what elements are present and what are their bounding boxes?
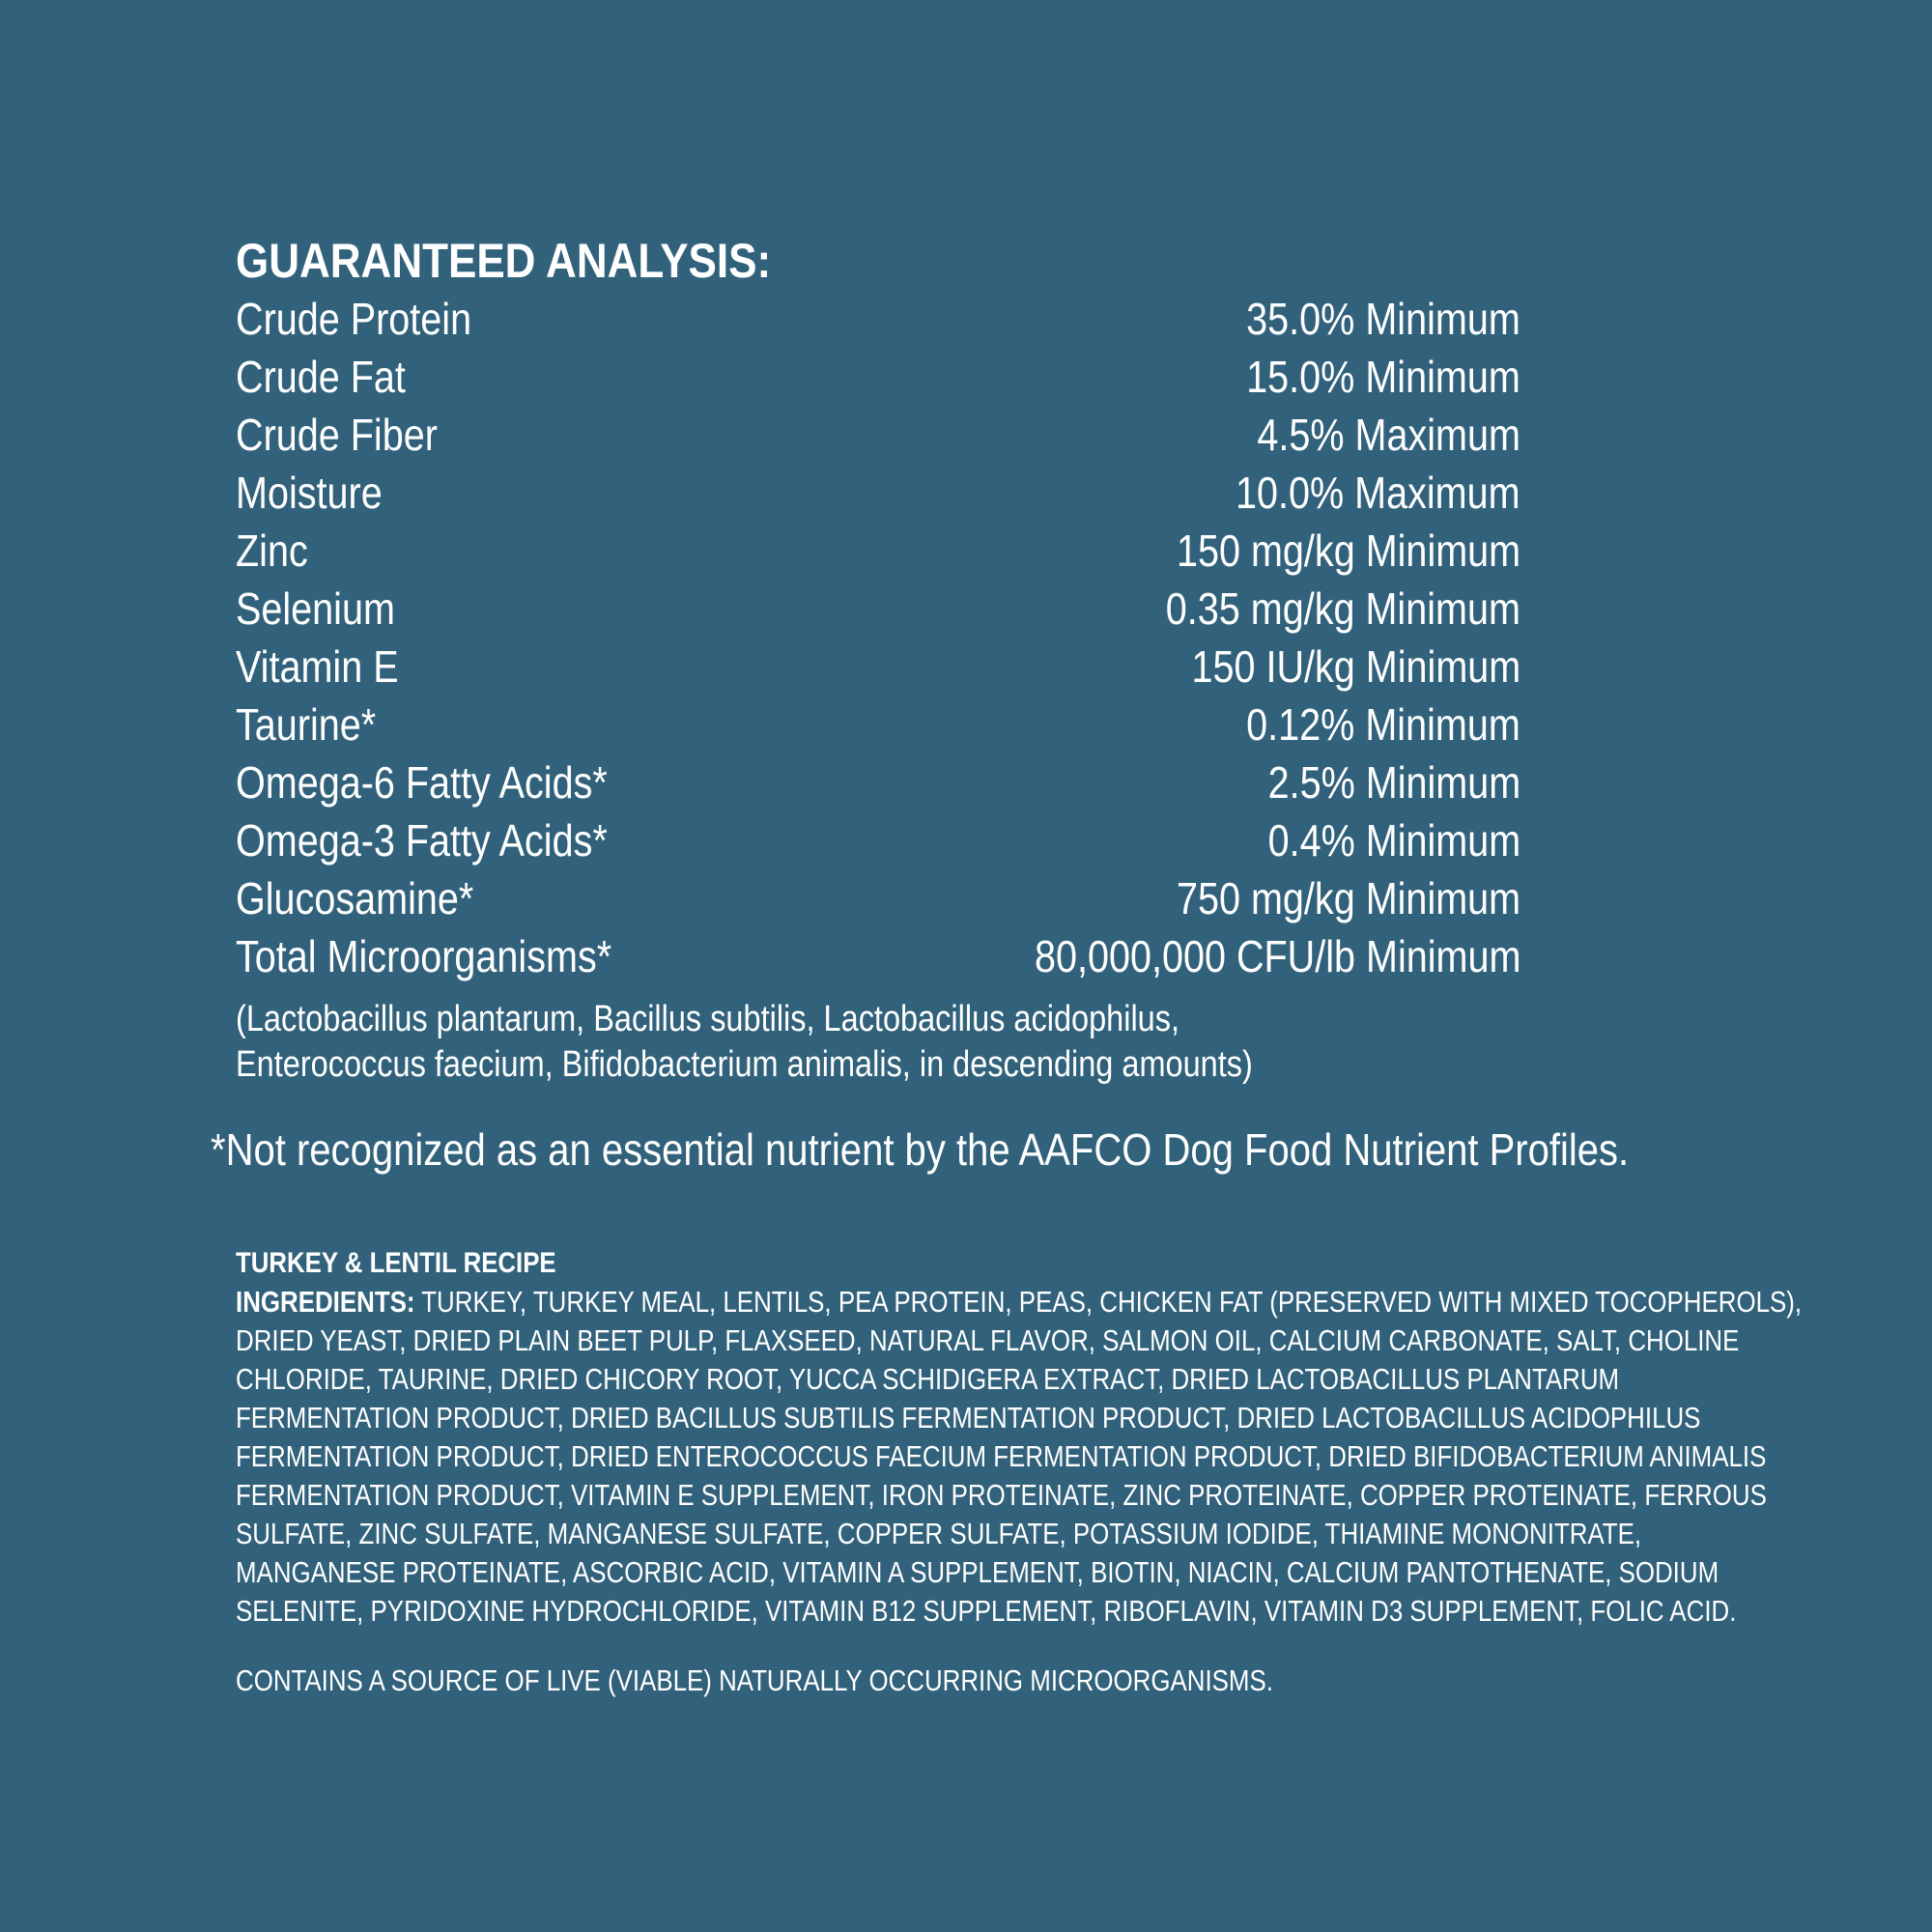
nutrient-amount: 0.4% Minimum: [1267, 815, 1520, 866]
ingredients-line: SELENITE, PYRIDOXINE HYDROCHLORIDE, VITAMIN B12 SUPPLEMENT, RIBOFLAVIN, VITAMIN D3 SUPPLEMENT, FOLIC ACID.: [236, 1594, 1737, 1628]
analysis-row: [236, 406, 1520, 464]
nutrient-name: Omega-3 Fatty Acids*: [236, 815, 608, 866]
nutrient-name: Moisture: [236, 468, 383, 518]
ingredients-text: TURKEY, TURKEY MEAL, LENTILS, PEA PROTEIN, PEAS, CHICKEN FAT (PRESERVED WITH MIXED TOCOPHEROLS),: [414, 1285, 1803, 1319]
analysis-row: [236, 464, 1520, 522]
analysis-row: [236, 869, 1520, 927]
ingredients-line: MANGANESE PROTEINATE, ASCORBIC ACID, VITAMIN A SUPPLEMENT, BIOTIN, NIACIN, CALCIUM PANTOTHENATE, SODIUM: [236, 1555, 1719, 1589]
nutrient-amount: 15.0% Minimum: [1246, 352, 1520, 402]
ingredients-line: DRIED YEAST, DRIED PLAIN BEET PULP, FLAXSEED, NATURAL FLAVOR, SALMON OIL, CALCIUM CARBONATE, SALT, CHOLINE: [236, 1323, 1740, 1357]
nutrient-name: Zinc: [236, 526, 308, 576]
microorganisms-note: [236, 997, 1334, 1088]
analysis-row: [236, 290, 1520, 348]
recipe-section: [236, 1244, 1803, 1631]
nutrient-amount: 35.0% Minimum: [1246, 294, 1520, 344]
analysis-row: [236, 638, 1520, 696]
ingredients-line: FERMENTATION PRODUCT, VITAMIN E SUPPLEMENT, IRON PROTEINATE, ZINC PROTEINATE, COPPER PROTEINATE, FERROUS: [236, 1478, 1767, 1512]
nutrient-amount: 10.0% Maximum: [1236, 468, 1520, 518]
analysis-row: [236, 927, 1520, 985]
nutrient-amount: 80,000,000 CFU/lb Minimum: [1034, 931, 1520, 981]
analysis-row: [236, 811, 1520, 869]
analysis-title: GUARANTEED ANALYSIS:: [236, 234, 772, 288]
nutrient-name: Vitamin E: [236, 641, 399, 692]
nutrient-name: Selenium: [236, 583, 395, 634]
ingredients-label: INGREDIENTS:: [236, 1285, 415, 1319]
nutrient-name: Taurine*: [236, 699, 377, 750]
nutrient-amount: 150 mg/kg Minimum: [1176, 526, 1520, 576]
guaranteed-analysis-section: [236, 230, 1520, 1088]
ingredients-line: CHLORIDE, TAURINE, DRIED CHICORY ROOT, YUCCA SCHIDIGERA EXTRACT, DRIED LACTOBACILLUS PLANTARUM: [236, 1362, 1620, 1396]
ingredients-list: [236, 1283, 1921, 1631]
analysis-row: [236, 522, 1520, 580]
ingredients-line: [236, 1283, 1921, 1321]
ingredients-line: FERMENTATION PRODUCT, DRIED BACILLUS SUBTILIS FERMENTATION PRODUCT, DRIED LACTOBACILLUS ACIDOPHILUS: [236, 1401, 1701, 1435]
nutrient-name: Crude Fiber: [236, 410, 438, 460]
analysis-row: [236, 696, 1520, 753]
nutrient-name: Crude Protein: [236, 294, 472, 344]
nutrient-amount: 0.12% Minimum: [1246, 699, 1520, 750]
analysis-row: [236, 753, 1520, 811]
nutrient-name: Omega-6 Fatty Acids*: [236, 757, 608, 808]
analysis-row: [236, 348, 1520, 406]
analysis-table: [236, 290, 1520, 985]
nutrient-amount: 750 mg/kg Minimum: [1176, 873, 1520, 923]
microorganisms-note-line: (Lactobacillus plantarum, Bacillus subtilis, Lactobacillus acidophilus,: [236, 999, 1180, 1039]
nutrient-amount: 150 IU/kg Minimum: [1191, 641, 1520, 692]
probiotic-statement: CONTAINS A SOURCE OF LIVE (VIABLE) NATURALLY OCCURRING MICROORGANISMS.: [236, 1663, 1273, 1697]
nutrient-amount: 0.35 mg/kg Minimum: [1165, 583, 1520, 634]
nutrient-amount: 2.5% Minimum: [1267, 757, 1520, 808]
analysis-row: [236, 580, 1520, 638]
ingredients-line: SULFATE, ZINC SULFATE, MANGANESE SULFATE, COPPER SULFATE, POTASSIUM IODIDE, THIAMINE MONONITRATE,: [236, 1517, 1642, 1550]
aafco-footnote: *Not recognized as an essential nutrient by the AAFCO Dog Food Nutrient Profiles.: [211, 1124, 1630, 1175]
ingredients-line: FERMENTATION PRODUCT, DRIED ENTEROCOCCUS FAECIUM FERMENTATION PRODUCT, DRIED BIFIDOBACTERIUM ANIMALIS: [236, 1439, 1767, 1473]
recipe-title: TURKEY & LENTIL RECIPE: [236, 1247, 556, 1279]
nutrient-name: Total Microorganisms*: [236, 931, 612, 981]
nutrient-name: Glucosamine*: [236, 873, 474, 923]
nutrient-amount: 4.5% Maximum: [1257, 410, 1520, 460]
nutrient-name: Crude Fat: [236, 352, 406, 402]
microorganisms-note-line: Enterococcus faecium, Bifidobacterium animalis, in descending amounts): [236, 1044, 1253, 1085]
